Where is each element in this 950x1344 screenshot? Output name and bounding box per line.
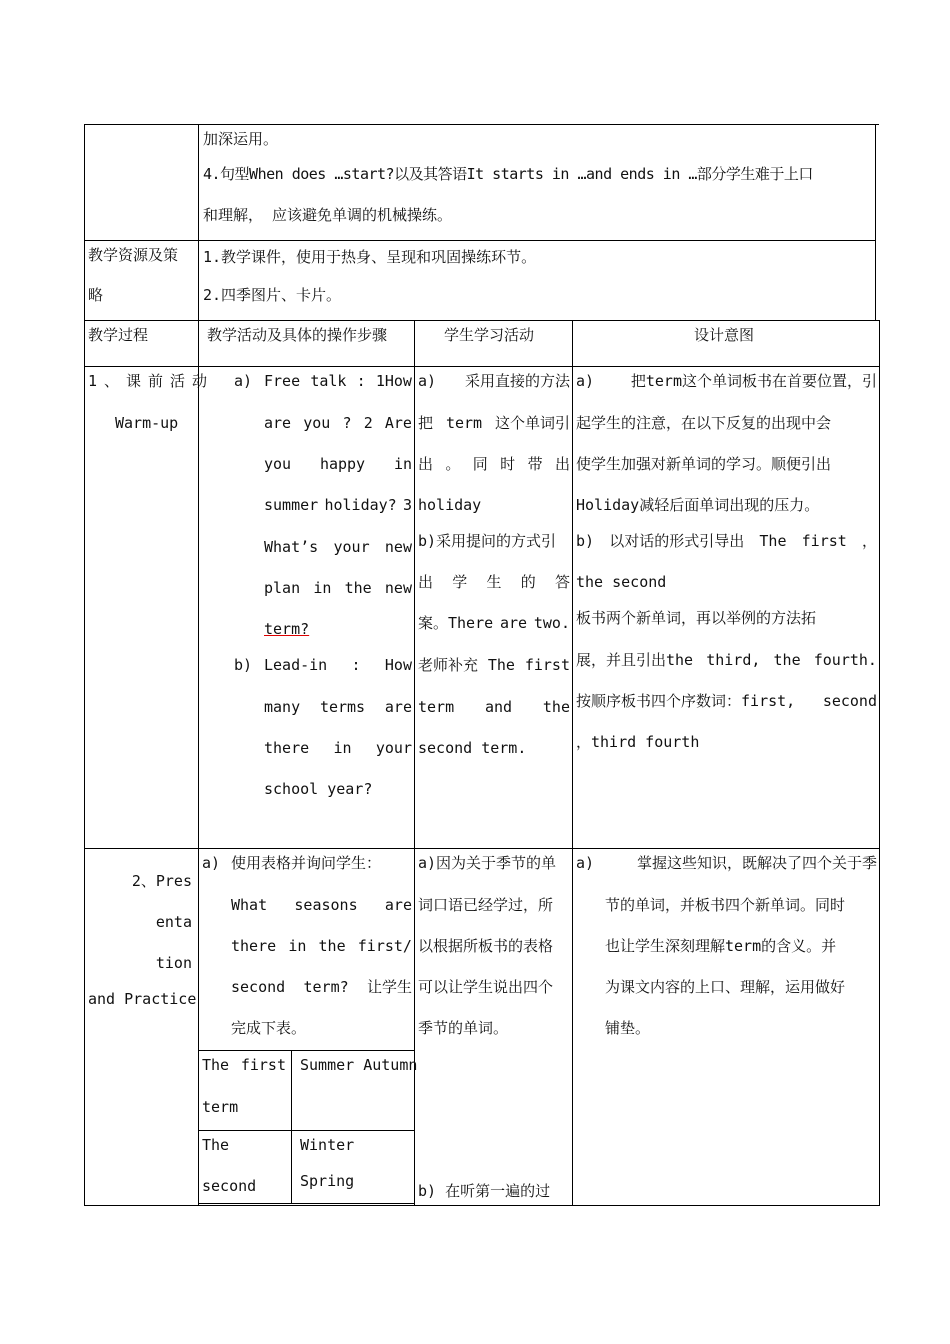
teacher-b-marker: b) bbox=[234, 656, 253, 674]
design-line: 板书两个新单词，再以举例的方法拓 bbox=[576, 609, 817, 627]
design-line: ，third fourth bbox=[576, 733, 700, 751]
constraint-line-1: 加深运用。 bbox=[203, 130, 279, 148]
design-line: the second bbox=[576, 573, 667, 591]
design-line: a) 把term这个单词板书在首要位置，引 bbox=[576, 372, 877, 390]
design-line: 为课文内容的上口、理解，运用做好 bbox=[605, 978, 846, 996]
student-line: 可以让学生说出四个 bbox=[418, 978, 554, 996]
design-line: 起学生的注意，在以下反复的出现中会 bbox=[576, 414, 832, 432]
design-line: 铺垫。 bbox=[605, 1019, 651, 1037]
header-student: 学生学习活动 bbox=[444, 326, 535, 344]
student-line: 季节的单词。 bbox=[418, 1019, 509, 1037]
season-term: The bbox=[202, 1136, 230, 1154]
stage-warmup-en: Warm-up bbox=[115, 414, 179, 432]
season-term: term bbox=[202, 1098, 239, 1116]
design-line: 节的单词，并板书四个新单词。同时 bbox=[605, 896, 846, 914]
design-line: Holiday减轻后面单词出现的压力。 bbox=[576, 496, 820, 514]
table-border bbox=[84, 240, 875, 241]
table-border bbox=[84, 124, 85, 1206]
resources-item: 1.教学课件，使用于热身、呈现和巩固操练环节。 bbox=[203, 248, 537, 266]
teacher-line: 使用表格并询问学生： bbox=[231, 854, 382, 872]
stage-warmup-title: 1、课前活动 bbox=[88, 372, 215, 390]
student-line: 出 学 生 的 答 bbox=[418, 573, 570, 591]
student-line: a)因为关于季节的单 bbox=[418, 854, 557, 872]
season-term: second bbox=[202, 1177, 257, 1195]
student-line: term and the bbox=[418, 698, 570, 716]
stage-line: tion bbox=[155, 954, 192, 972]
student-line: 以根据所板书的表格 bbox=[418, 937, 554, 955]
design-line: 按顺序板书四个序数词：first, second bbox=[576, 692, 877, 710]
season-table-border bbox=[291, 1050, 292, 1204]
teacher-line: 完成下表。 bbox=[231, 1019, 307, 1037]
student-line: 出 。 同 时 带 出 bbox=[418, 455, 570, 473]
table-border bbox=[84, 366, 880, 367]
teacher-line: plan in the new bbox=[264, 579, 412, 597]
student-line-b: b) 在听第一遍的过 bbox=[418, 1182, 551, 1200]
student-line: a) 采用直接的方法 bbox=[418, 372, 570, 390]
teacher-marker: a) bbox=[202, 854, 221, 872]
student-line: holiday bbox=[418, 496, 482, 514]
resources-label-2: 略 bbox=[88, 286, 104, 304]
header-process: 教学过程 bbox=[88, 326, 149, 344]
student-line: 案。There are two. bbox=[418, 614, 570, 632]
teacher-line: Lead-in : How bbox=[264, 656, 412, 674]
season-table-border bbox=[198, 1130, 414, 1131]
design-line: 展，并且引出the third, the fourth. bbox=[576, 651, 877, 669]
table-border bbox=[198, 124, 199, 1206]
stage-line: and Practice bbox=[88, 990, 197, 1008]
student-line: 老师补充 The first bbox=[418, 656, 570, 674]
stage-line: 2、Pres bbox=[131, 872, 192, 890]
table-border bbox=[875, 124, 876, 321]
teacher-line: there in your bbox=[264, 739, 412, 757]
teacher-line: you happy in bbox=[264, 455, 412, 473]
table-border bbox=[572, 320, 573, 1206]
teacher-line: second term? 让学生 bbox=[231, 978, 412, 996]
teacher-line: are you ? 2 Are bbox=[264, 414, 412, 432]
constraint-line-3: 和理解， 应该避免单调的机械操练。 bbox=[203, 206, 453, 224]
season-values: Summer Autumn bbox=[300, 1056, 418, 1074]
header-design: 设计意图 bbox=[694, 326, 755, 344]
resources-label: 教学资源及策 bbox=[88, 246, 179, 264]
teacher-line: there in the first/ bbox=[231, 937, 412, 955]
stage-line: enta bbox=[155, 913, 192, 931]
header-teacher: 教学活动及具体的操作步骤 bbox=[207, 326, 388, 344]
student-line: b)采用提问的方式引 bbox=[418, 532, 557, 550]
teacher-line: many terms are bbox=[264, 698, 412, 716]
table-border bbox=[84, 848, 880, 849]
season-table-border bbox=[198, 1050, 414, 1051]
table-border bbox=[84, 124, 875, 125]
student-line: second term. bbox=[418, 739, 527, 757]
table-border bbox=[84, 1205, 880, 1206]
teacher-line: term? bbox=[264, 620, 310, 638]
design-line: 使学生加强对新单词的学习。顺便引出 bbox=[576, 455, 832, 473]
teacher-line: school year? bbox=[264, 780, 373, 798]
season-table-border bbox=[198, 1203, 414, 1204]
season-values: Winter bbox=[300, 1136, 355, 1154]
stage-warmup bbox=[88, 372, 215, 390]
design-line: a) 掌握这些知识，既解决了四个关于季 bbox=[576, 854, 877, 872]
table-border bbox=[84, 320, 880, 321]
constraint-line-2: 4.句型When does …start?以及其答语It starts in …and ends in …部分学生难于上口 bbox=[203, 165, 813, 183]
teacher-line: What seasons are bbox=[231, 896, 412, 914]
teacher-line: Free talk : 1How bbox=[264, 372, 412, 390]
student-line: 词口语已经学过，所 bbox=[418, 896, 554, 914]
season-values: Spring bbox=[300, 1172, 355, 1190]
design-line: 也让学生深刻理解term的含义。并 bbox=[605, 937, 837, 955]
teacher-a-marker: a) bbox=[234, 372, 253, 390]
design-line: b) 以对话的形式引导出 The first ， bbox=[576, 532, 877, 550]
table-border bbox=[879, 320, 880, 1206]
teacher-line: summer holiday? 3 bbox=[264, 496, 412, 514]
resources-item: 2.四季图片、卡片。 bbox=[203, 286, 342, 304]
student-line: 把 term 这个单词引 bbox=[418, 414, 570, 432]
teacher-line: What’s your new bbox=[264, 538, 412, 556]
season-term: The first bbox=[202, 1056, 286, 1074]
